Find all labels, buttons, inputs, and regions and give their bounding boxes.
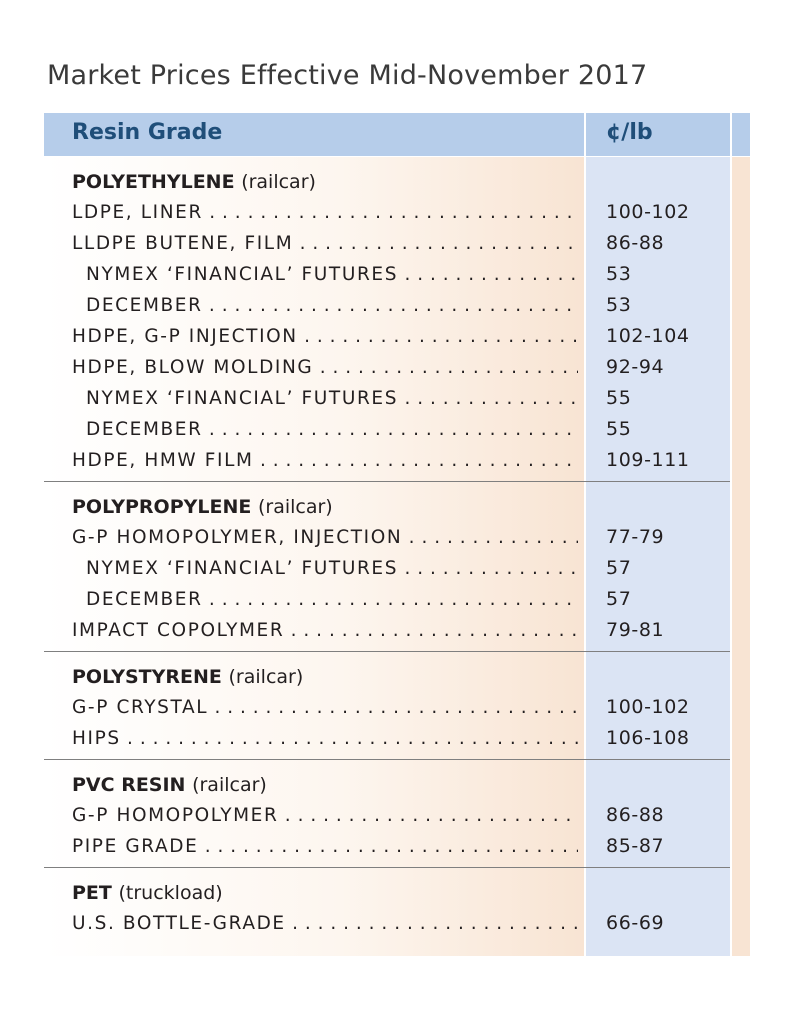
row-label: HDPE, G-P INJECTION . . . xyxy=(72,321,578,352)
row-label: HDPE, HMW FILM . . . xyxy=(72,445,578,476)
section-name: POLYETHYLENE xyxy=(72,171,235,193)
row-price: 109-111 xyxy=(606,449,690,471)
section-qualifier: (truckload) xyxy=(118,882,223,904)
table-row xyxy=(44,831,730,862)
table-rows xyxy=(44,157,730,944)
section-qualifier: (railcar) xyxy=(192,774,267,796)
row-price: 100-102 xyxy=(606,201,690,223)
table-row xyxy=(44,197,730,228)
row-price: 53 xyxy=(606,263,632,285)
row-label: G-P HOMOPOLYMER . . . xyxy=(72,800,578,831)
column-header-price: ¢/lb xyxy=(606,120,653,145)
row-label: HDPE, BLOW MOLDING . . . xyxy=(72,352,578,383)
section-name: PVC RESIN xyxy=(72,774,186,796)
table-row xyxy=(44,321,730,352)
row-price: 66-69 xyxy=(606,912,665,934)
row-label: PIPE GRADE . . . xyxy=(72,831,578,862)
row-price: 92-94 xyxy=(606,356,665,378)
table-row xyxy=(44,445,730,476)
section-name: PET xyxy=(72,882,112,904)
column-header-resin-grade: Resin Grade xyxy=(72,120,223,145)
row-price: 57 xyxy=(606,588,632,610)
row-label: IMPACT COPOLYMER . . . xyxy=(72,615,578,646)
row-price: 79-81 xyxy=(606,619,665,641)
row-price: 77-79 xyxy=(606,526,665,548)
row-price: 55 xyxy=(606,418,632,440)
table-row xyxy=(44,383,730,414)
table-header-margin xyxy=(732,113,750,156)
section-qualifier: (railcar) xyxy=(257,496,333,518)
row-price: 85-87 xyxy=(606,835,665,857)
section-polypropylene xyxy=(44,482,730,652)
table-row xyxy=(44,908,730,939)
section-title xyxy=(44,662,730,692)
row-price: 102-104 xyxy=(606,325,690,347)
table-row xyxy=(44,228,730,259)
table-row xyxy=(44,692,730,723)
section-title xyxy=(44,492,730,522)
row-label: DECEMBER . . . xyxy=(86,414,578,445)
table-row xyxy=(44,352,730,383)
section-title xyxy=(44,167,730,197)
section-polystyrene xyxy=(44,652,730,760)
section-qualifier: (railcar) xyxy=(228,666,304,688)
section-polyethylene xyxy=(44,157,730,482)
section-name: POLYPROPYLENE xyxy=(72,496,252,518)
row-label: HIPS . . . xyxy=(72,723,578,754)
row-label: NYMEX ‘FINANCIAL’ FUTURES . . . xyxy=(86,383,578,414)
table-row xyxy=(44,615,730,646)
right-margin-band xyxy=(732,157,750,956)
table-row xyxy=(44,522,730,553)
row-label: DECEMBER . . . xyxy=(86,584,578,615)
row-price: 86-88 xyxy=(606,232,665,254)
table-row xyxy=(44,800,730,831)
row-price: 53 xyxy=(606,294,632,316)
table-row xyxy=(44,259,730,290)
row-label: NYMEX ‘FINANCIAL’ FUTURES . . . xyxy=(86,259,578,290)
row-label: LDPE, LINER . . . xyxy=(72,197,578,228)
row-price: 57 xyxy=(606,557,632,579)
table-header-price xyxy=(586,113,730,156)
table-row xyxy=(44,723,730,754)
table-row xyxy=(44,553,730,584)
table-row xyxy=(44,414,730,445)
row-label: LLDPE BUTENE, FILM . . . xyxy=(72,228,578,259)
section-name: POLYSTYRENE xyxy=(72,666,222,688)
section-title xyxy=(44,770,730,800)
table-row xyxy=(44,584,730,615)
table-header-grade xyxy=(44,113,584,156)
row-label: U.S. BOTTLE-GRADE . . . xyxy=(72,908,578,939)
price-table xyxy=(44,113,750,956)
row-price: 55 xyxy=(606,387,632,409)
section-pet xyxy=(44,868,730,944)
section-qualifier: (railcar) xyxy=(241,171,316,193)
row-label: DECEMBER . . . xyxy=(86,290,578,321)
table-row xyxy=(44,290,730,321)
section-title xyxy=(44,878,730,908)
row-price: 100-102 xyxy=(606,696,690,718)
row-price: 86-88 xyxy=(606,804,665,826)
row-price: 106-108 xyxy=(606,727,690,749)
row-label: G-P CRYSTAL . . . xyxy=(72,692,578,723)
page-title: Market Prices Effective Mid-November 2017 xyxy=(47,60,648,91)
section-pvc-resin xyxy=(44,760,730,868)
row-label: G-P HOMOPOLYMER, INJECTION . . . xyxy=(72,522,578,553)
row-label: NYMEX ‘FINANCIAL’ FUTURES . . . xyxy=(86,553,578,584)
